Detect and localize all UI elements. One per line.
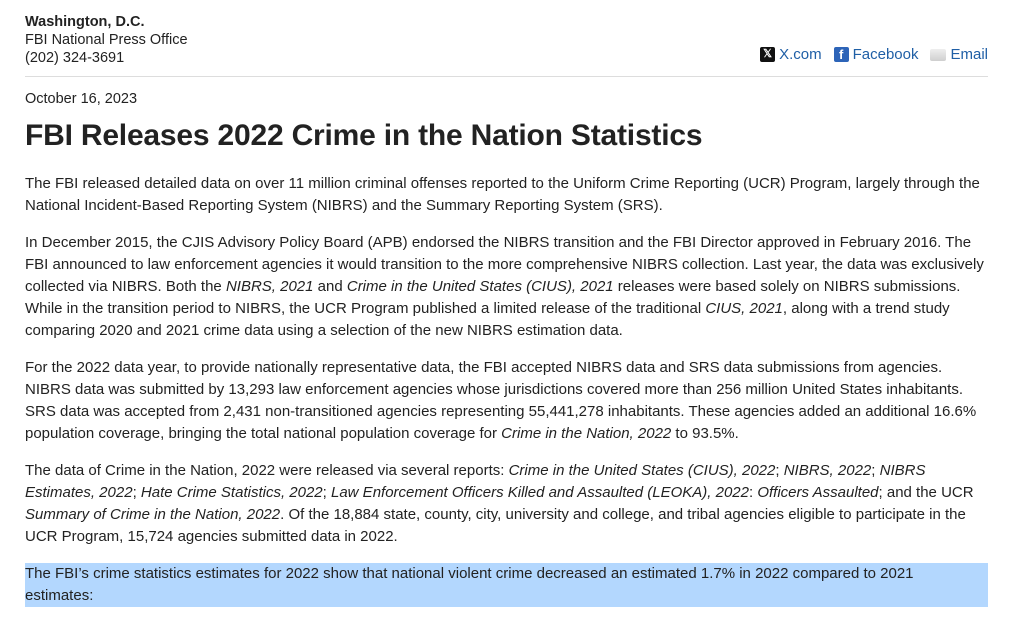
italic-title-text: NIBRS, 2021: [225, 278, 314, 295]
paragraph-text: , along with a trend study comparing 2020 and 2021 crime data using a selection of the new NIBRS estimation data.: [25, 300, 950, 339]
italic-title-text: NIBRS Estimates, 2022: [25, 462, 926, 501]
facebook-logo-icon: f: [834, 47, 849, 62]
article-paragraph: [25, 357, 990, 445]
page-title: FBI Releases 2022 Crime in the Nation Statistics: [25, 119, 703, 152]
italic-title-text: Hate Crime Statistics, 2022: [140, 484, 323, 501]
office-city: Washington, D.C.: [25, 14, 145, 30]
paragraph-text: The FBI released detailed data on over 11 million criminal offenses reported to the Uniform Crime Reporting (UCR) Program, largely through the National Incident-Based Reporting System (NIBRS) and the Summary Reporting System (SRS).: [25, 175, 980, 214]
article-body: [25, 173, 990, 607]
office-name: FBI National Press Office: [25, 32, 188, 48]
share-facebook-link[interactable]: [834, 46, 919, 63]
share-x-link[interactable]: [760, 46, 822, 63]
italic-title-text: Law Enforcement Officers Killed and Assaulted (LEOKA), 2022: [331, 484, 749, 501]
envelope-icon: [930, 49, 946, 61]
article-paragraph: [25, 173, 990, 217]
paragraph-text: The data of Crime in the Nation, 2022 were released via several reports:: [25, 462, 509, 479]
header-divider: [25, 76, 988, 77]
italic-title-text: Summary of Crime in the Nation, 2022: [25, 506, 281, 523]
italic-title-text: Crime in the Nation, 2022: [501, 425, 672, 442]
release-date: October 16, 2023: [25, 91, 138, 107]
article-paragraph: [25, 232, 990, 342]
paragraph-text: For the 2022 data year, to provide nationally representative data, the FBI accepted NIBRS data and SRS data submissions from agencies. NIBRS data was submitted by 13,293 law enforcement agencies whose jurisdictions covered more than 256 million United States inhabitants. SRS data was accepted from 2,431 non-transitioned agencies representing 55,441,278 inhabitants. These agencies added an additional 16.6% population coverage, bringing the total national population coverage for: [25, 359, 977, 442]
press-office-contact: [25, 13, 188, 67]
paragraph-text: releases were based solely on NIBRS submissions. While in the transition period to NIBRS, the UCR Program published a limited release of the traditional: [25, 278, 961, 317]
paragraph-text: ;: [871, 462, 880, 479]
paragraph-text: ;: [132, 484, 141, 501]
share-links: [760, 46, 988, 63]
share-email-label: Email: [950, 46, 988, 63]
share-x-label: X.com: [779, 46, 822, 63]
italic-title-text: Crime in the United States (CIUS), 2022: [508, 462, 776, 479]
paragraph-text: and: [313, 278, 347, 295]
paragraph-text: to 93.5%.: [671, 425, 739, 442]
italic-title-text: Officers Assaulted: [757, 484, 879, 501]
paragraph-text: ; and the UCR: [878, 484, 974, 501]
paragraph-text: In December 2015, the CJIS Advisory Policy Board (APB) endorsed the NIBRS transition and the FBI Director approved in February 2016. The FBI announced to law enforcement agencies it would transition to the more comprehensive NIBRS collection. Last year, the data was exclusively collected via NIBRS. Both the: [25, 234, 984, 295]
italic-title-text: Crime in the United States (CIUS), 2021: [346, 278, 614, 295]
highlighted-line-2: estimates:: [25, 585, 93, 607]
paragraph-text: . Of the 18,884 state, county, city, university and college, and tribal agencies eligible to participate in the UCR Program, 15,724 agencies submitted data in 2022.: [25, 506, 966, 545]
share-email-link[interactable]: [930, 46, 988, 63]
share-facebook-label: Facebook: [852, 46, 919, 63]
highlighted-paragraph: [25, 563, 988, 607]
x-logo-icon: 𝕏: [760, 47, 775, 62]
paragraph-text: :: [749, 484, 758, 501]
paragraph-text: ;: [775, 462, 784, 479]
paragraph-text: ;: [322, 484, 331, 501]
article-paragraph: [25, 460, 990, 548]
italic-title-text: CIUS, 2021: [705, 300, 783, 317]
highlighted-line-1: The FBI’s crime statistics estimates for 2022 show that national violent crime decreased an estimated 1.7% in 2022 compared to 2021: [25, 565, 914, 582]
italic-title-text: NIBRS, 2022: [783, 462, 872, 479]
office-phone: (202) 324-3691: [25, 50, 125, 66]
